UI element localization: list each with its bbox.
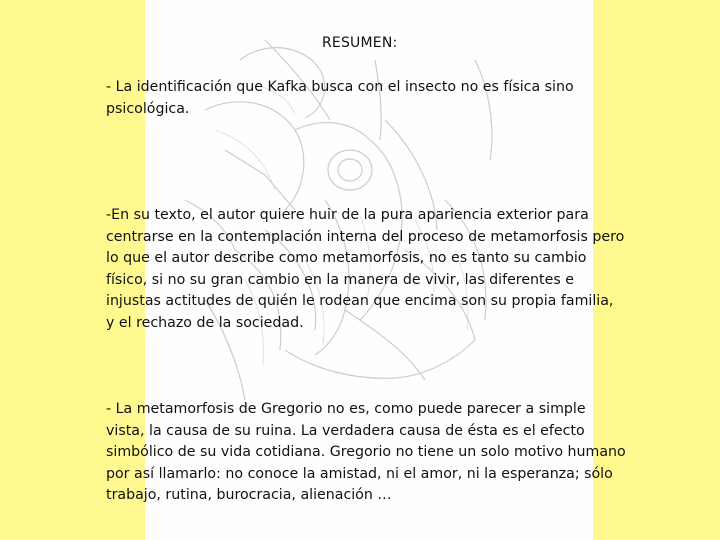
paragraph-1: - La identificación que Kafka busca con el insecto no es física sino psicológica. <box>106 79 574 117</box>
paragraph-3: - La metamorfosis de Gregorio no es, como puede parecer a simple vista, la causa de su ruina. La verdadera causa de ésta es el efecto simbólico de su vida cotidiana. Gregorio no tiene un solo motivo humano por así llamarlo: no conoce la amistad, ni el amor, ni la esperanza; sólo trabajo, rutina, burocracia, alienación … <box>106 401 626 503</box>
paragraph-2: -En su texto, el autor quiere huir de la pura apariencia exterior para centrarse en la contemplación interna del proceso de metamorfosis pero lo que el autor describe como metamorfosis, no es tanto su cambio físico, si no su gran cambio en la manera de vivir, las diferentes e injustas actitudes de quién le rodean que encima son su propia familia, y el rechazo de la sociedad. <box>106 207 625 331</box>
slide-title: RESUMEN: <box>322 35 398 51</box>
